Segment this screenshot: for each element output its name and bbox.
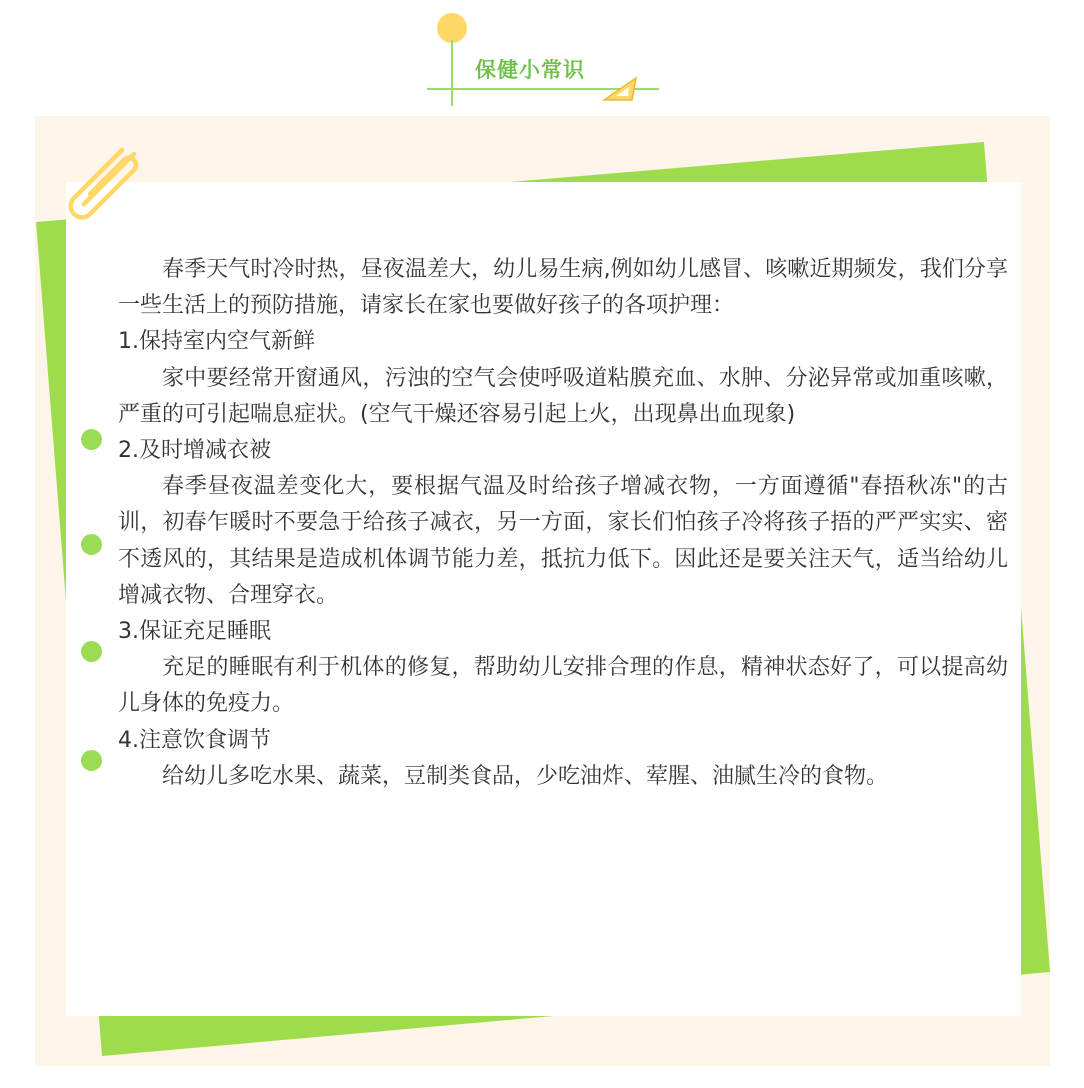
section-heading: 1.保持室内空气新鲜 bbox=[118, 329, 315, 355]
bullet-dot bbox=[81, 750, 102, 771]
section-heading: 4.注意饮食调节 bbox=[118, 727, 271, 753]
bullet-dot bbox=[81, 429, 102, 450]
section-body: 春季昼夜温差变化大，要根据气温及时给孩子增减衣物，一方面遵循"春捂秋冻"的古训，初春乍暖时不要急于给孩子减衣，另一方面，家长们怕孩子冷将孩子捂的严严实实、密不透风的，其结果是造成机体调节能力差，抵抗力低下。因此还是要关注天气，适当给幼儿增减衣物、合理穿衣。 bbox=[118, 474, 1008, 608]
bullet-dot bbox=[81, 641, 102, 662]
section-body: 家中要经常开窗通风，污浊的空气会使呼吸道粘膜充血、水肿、分泌异常或加重咳嗽，严重的可引起喘息症状。(空气干燥还容易引起上火，出现鼻出血现象) bbox=[118, 365, 1008, 427]
section-heading: 3.保证充足睡眠 bbox=[118, 619, 271, 645]
section-heading: 2.及时增减衣被 bbox=[118, 438, 271, 464]
section-body: 给幼儿多吃水果、蔬菜，豆制类食品，少吃油炸、荤腥、油腻生冷的食物。 bbox=[162, 763, 889, 789]
paperclip-icon bbox=[60, 144, 146, 230]
bullet-dot bbox=[81, 534, 102, 555]
intro-paragraph: 春季天气时冷时热，昼夜温差大，幼儿易生病,例如幼儿感冒、咳嗽近期频发，我们分享一些生活上的预防措施，请家长在家也要做好孩子的各项护理： bbox=[118, 257, 1008, 319]
header-title: 保健小常识 bbox=[475, 58, 585, 82]
section-body: 充足的睡眠有利于机体的修复，帮助幼儿安排合理的作息，精神状态好了，可以提高幼儿身体的免疫力。 bbox=[118, 655, 1008, 717]
article-body bbox=[118, 252, 1008, 795]
